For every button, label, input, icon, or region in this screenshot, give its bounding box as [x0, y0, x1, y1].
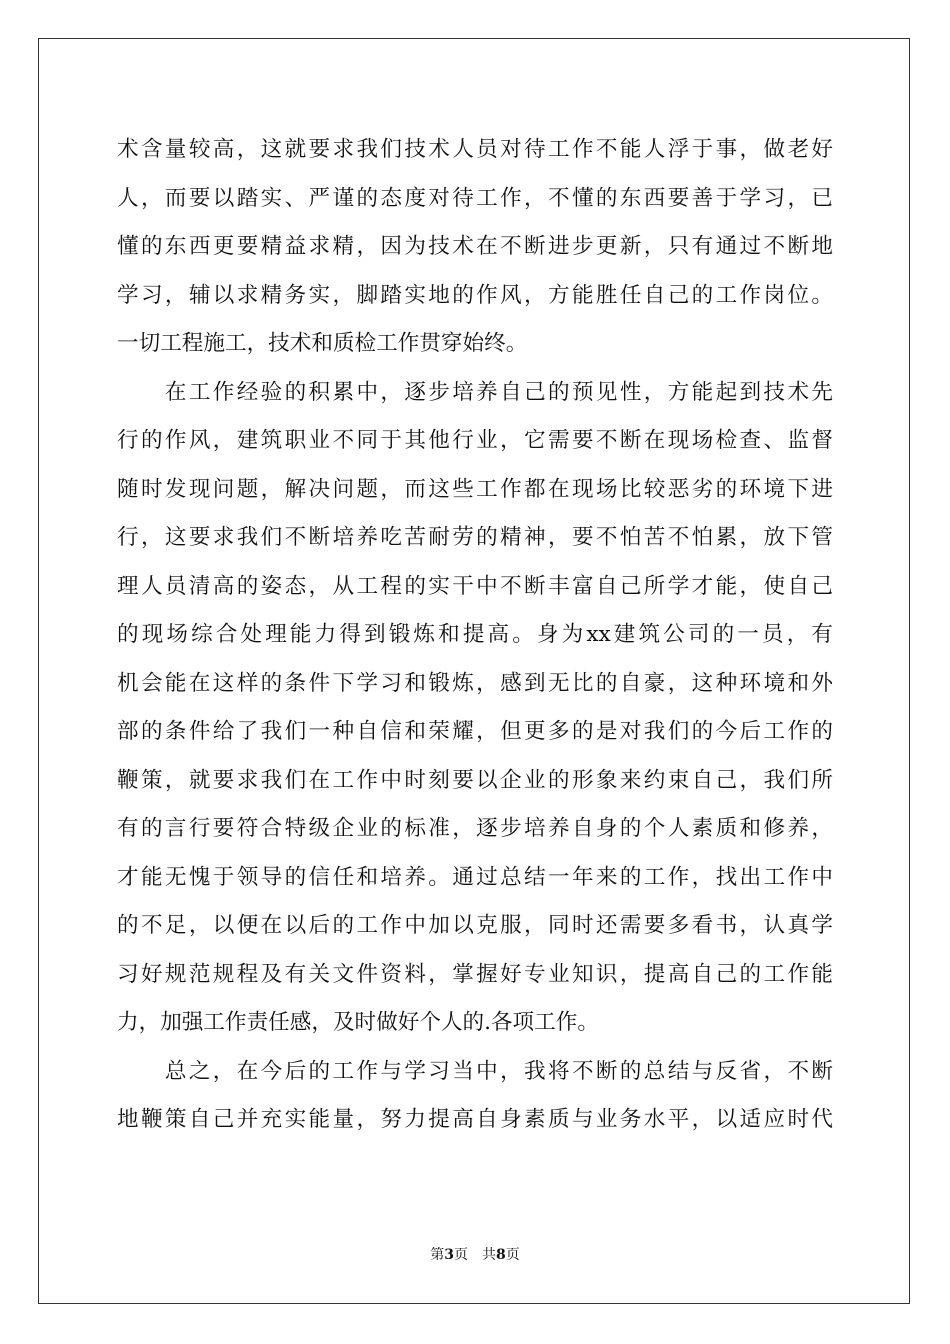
text-line: 一切工程施工，技术和质检工作贯穿始终。 [117, 331, 528, 356]
text-line: 人，而要以踏实、严谨的态度对待工作，不懂的东西要善于学习，已 [117, 185, 833, 211]
page-number: 3 [444, 1247, 454, 1263]
text-line: 的现场综合处理能力得到锻炼和提高。身为xx建筑公司的一员，有 [117, 622, 833, 647]
document-body [117, 126, 833, 1145]
text-line: 行的作风，建筑职业不同于其他行业，它需要不断在现场检查、监督 [117, 428, 833, 453]
text-line: 理人员清高的姿态，从工程的实干中不断丰富自己所学才能，使自己 [117, 573, 833, 599]
text-line: 有的言行要符合特级企业的标准，逐步培养自身的个人素质和修养， [117, 816, 833, 841]
text-line: 地鞭策自己并充实能量，努力提高自身素质与业务水平，以适应时代 [117, 1107, 833, 1132]
total-pages: 8 [496, 1247, 506, 1263]
text-line: 随时发现问题，解决问题，而这些工作都在现场比较恶劣的环境下进 [117, 476, 833, 502]
text-line: 的不足，以便在以后的工作中加以克服，同时还需要多看书，认真学 [117, 913, 833, 938]
text-line: 才能无愧于领导的信任和培养。通过总结一年来的工作，找出工作中 [117, 864, 833, 890]
page-label-prefix: 第 [430, 1247, 445, 1263]
text-line: 机会能在这样的条件下学习和锻炼，感到无比的自豪，这种环境和外 [117, 670, 833, 696]
text-line: 在工作经验的积累中，逐步培养自己的预见性，方能起到技术先 [117, 379, 833, 405]
total-label-prefix: 共 [482, 1247, 496, 1263]
text-line: 习好规范规程及有关文件资料，掌握好专业知识，提高自己的工作能 [117, 961, 833, 987]
text-line: 部的条件给了我们一种自信和荣耀，但更多的是对我们的今后工作的 [117, 719, 833, 744]
text-line: 懂的东西更要精益求精，因为技术在不断进步更新，只有通过不断地 [117, 234, 833, 259]
total-label-suffix: 页 [505, 1247, 520, 1263]
page-footer [0, 1246, 950, 1264]
text-line: 学习，辅以求精务实，脚踏实地的作风，方能胜任自己的工作岗位。 [117, 282, 833, 308]
text-line: 术含量较高，这就要求我们技术人员对待工作不能人浮于事，做老好 [117, 137, 833, 162]
text-line: 行，这要求我们不断培养吃苦耐劳的精神，要不怕苦不怕累，放下管 [117, 525, 833, 550]
page-label-suffix: 页 [454, 1247, 468, 1263]
text-line: 鞭策，就要求我们在工作中时刻要以企业的形象来约束自己，我们所 [117, 767, 833, 793]
text-line: 力，加强工作责任感，及时做好个人的.各项工作。 [117, 1010, 599, 1035]
text-line: 总之，在今后的工作与学习当中，我将不断的总结与反省，不断 [117, 1058, 833, 1084]
